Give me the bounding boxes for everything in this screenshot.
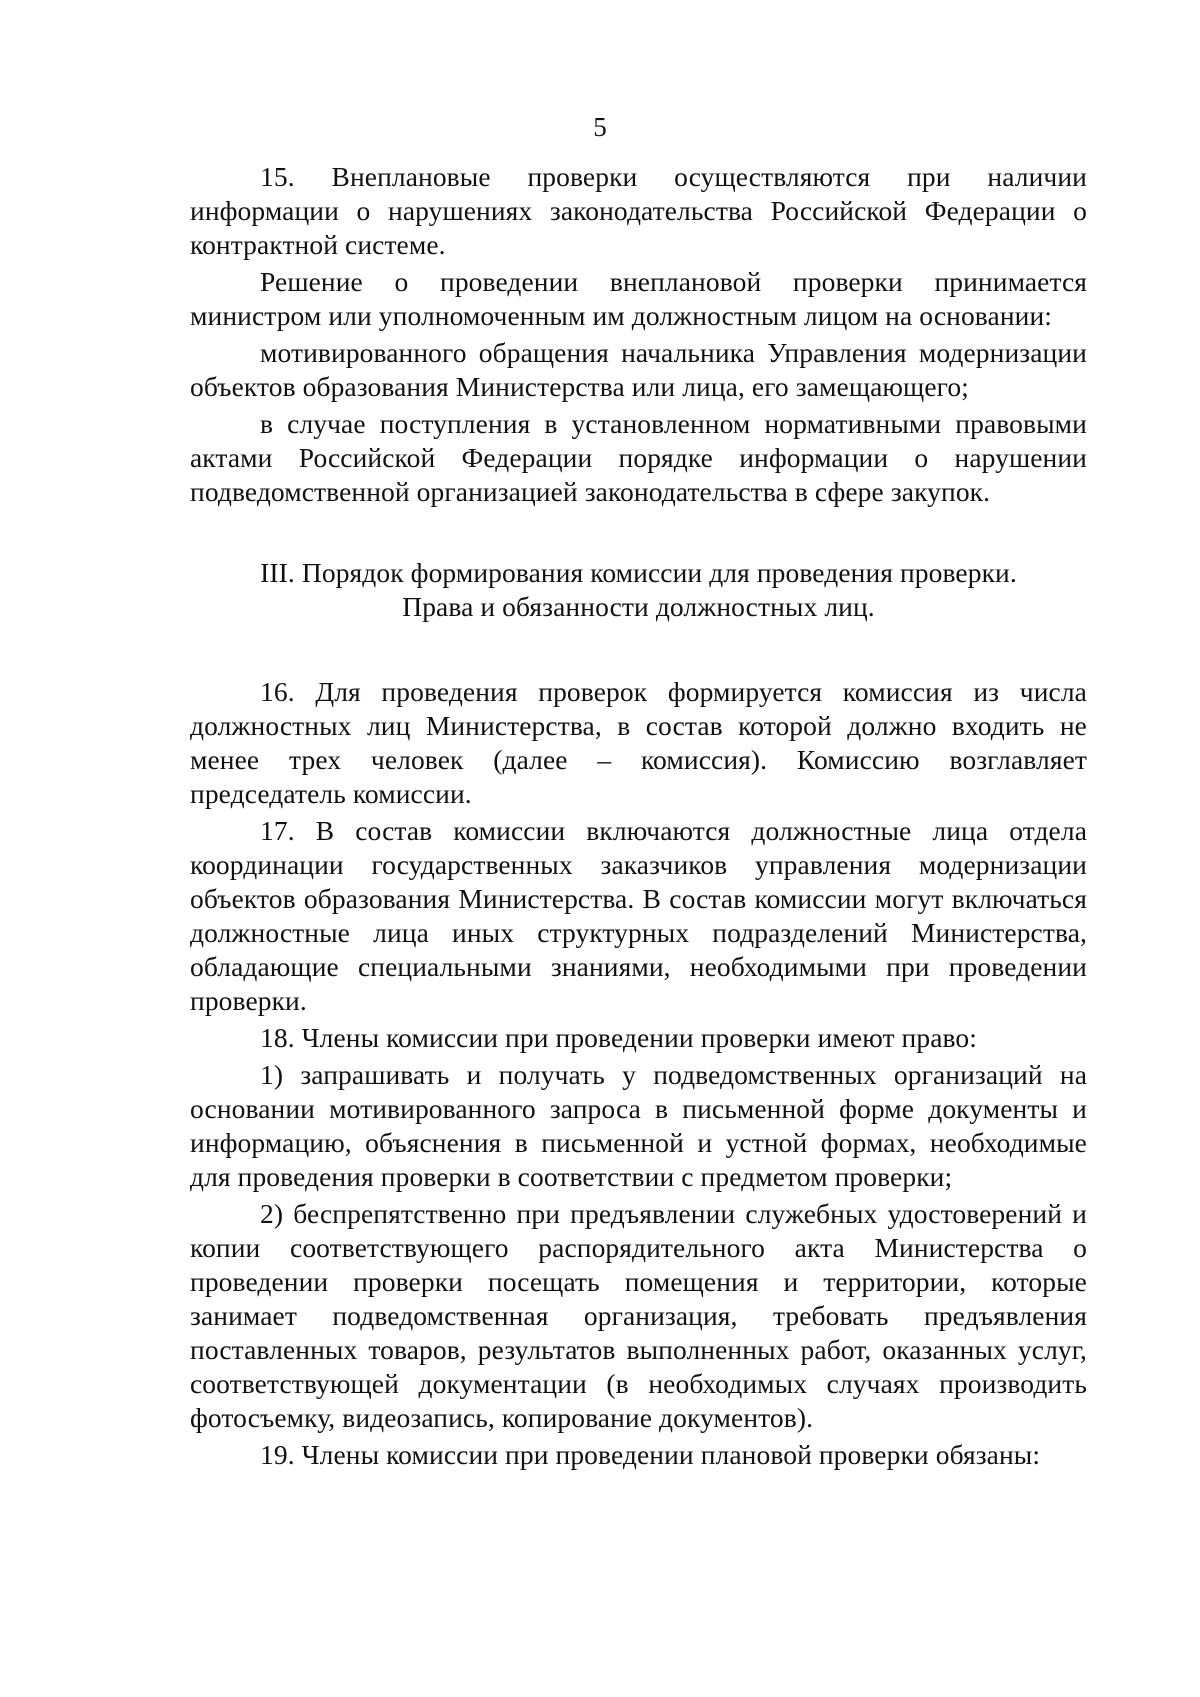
paragraph-19: 19. Члены комиссии при проведении плановой проверки обязаны: [260,1439,1041,1470]
paragraph-18-item-2: 2) беспрепятственно при предъявлении служебных удостоверений и копии соответствующего распорядительного акта Министерства о проведении проверки посещать помещения и территории, которые занимает подведомственная организация, требовать предъявления поставленных товаров, результатов выполненных работ, оказанных услуг, соответствующей документации (в необходимых случаях производить фотосъемку, видеозапись, копирование документов). [190,1198,1087,1433]
page-number: 5 [593,112,607,142]
section-heading-line1: III. Порядок формирования комиссии для проведения проверки. [260,557,1017,588]
document-body [190,160,1087,1475]
paragraph-motivated-request: мотивированного обращения начальника Управления модернизации объектов образования Министерства или лица, его замещающего; [190,337,1087,402]
paragraph-violation-info: в случае поступления в установленном нормативными правовыми актами Российской Федерации порядке информации о нарушении подведомственной организацией законодательства в сфере закупок. [190,408,1087,507]
paragraph-18: 18. Члены комиссии при проведении проверки имеют право: [260,1022,978,1053]
paragraph-18-item-1: 1) запрашивать и получать у подведомственных организаций на основании мотивированного запроса в письменной форме документы и информацию, объяснения в письменной и устной формах, необходимые для проведения проверки в соответствии с предметом проверки; [190,1059,1087,1192]
paragraph-17: 17. В состав комиссии включаются должностные лица отдела координации государственных заказчиков управления модернизации объектов образования Министерства. В состав комиссии могут включаться должностные лица иных структурных подразделений Министерства, обладающие специальными знаниями, необходимыми при проведении проверки. [190,815,1087,1016]
paragraph-16: 16. Для проведения проверок формируется комиссия из числа должностных лиц Министерства, в состав которой должно входить не менее трех человек (далее – комиссия). Комиссию возглавляет председатель комиссии. [190,676,1087,809]
section-heading [190,556,1087,624]
paragraph-decision: Решение о проведении внеплановой проверки принимается министром или уполномоченным им должностным лицом на основании: [190,266,1087,331]
section-heading-line2: Права и обязанности должностных лиц. [402,591,875,622]
paragraph-15: 15. Внеплановые проверки осуществляются при наличии информации о нарушениях законодательства Российской Федерации о контрактной системе. [190,161,1087,260]
